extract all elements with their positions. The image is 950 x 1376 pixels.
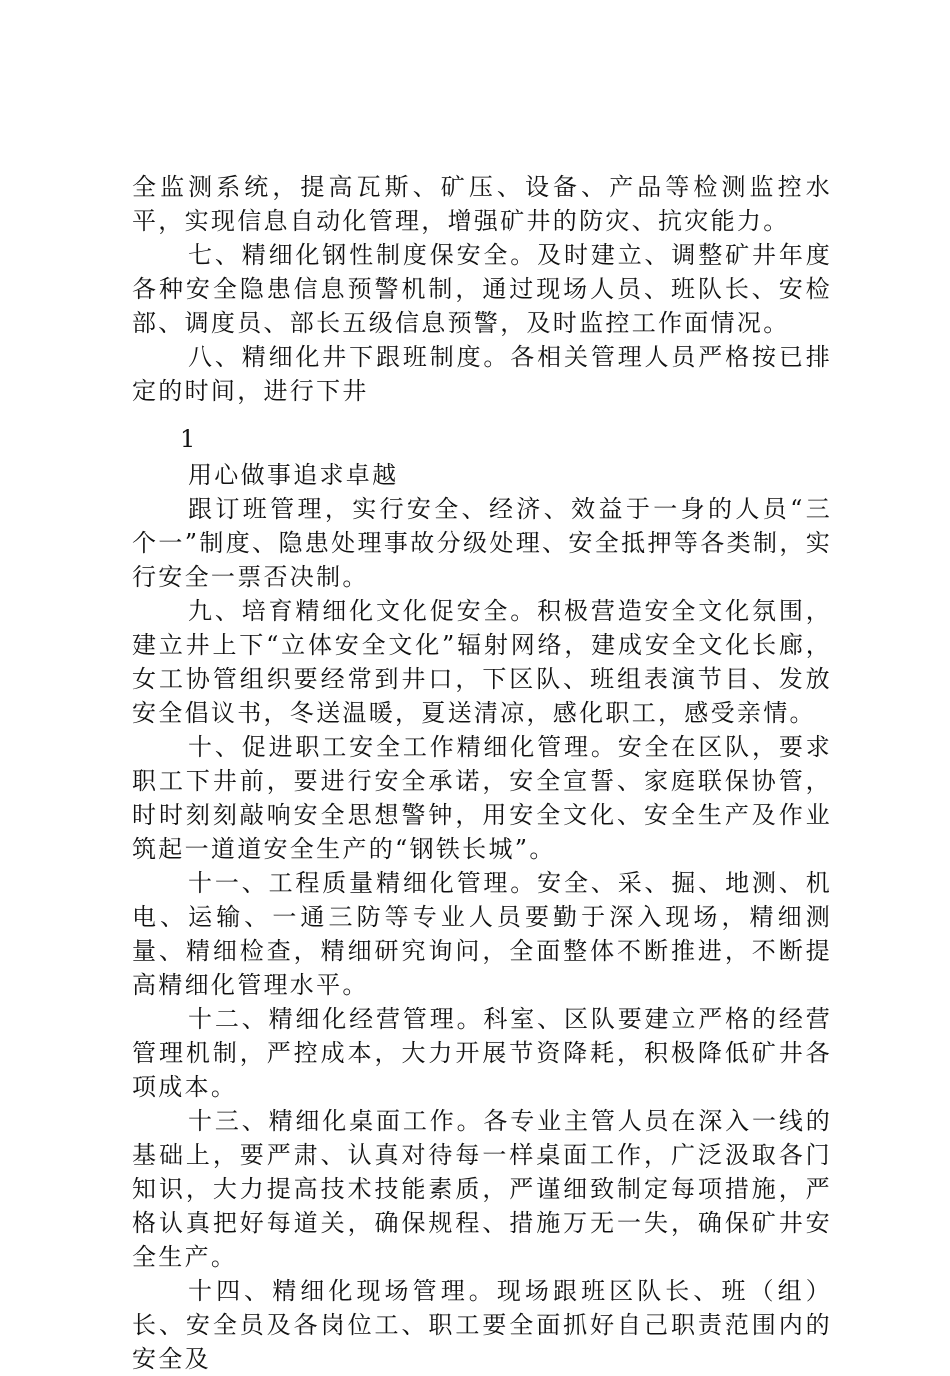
paragraph-item-12: 十二、精细化经营管理。科室、区队要建立严格的经营管理机制，严控成本，大力开展节资降耗，积极降低矿井各项成本。 (132, 1005, 832, 1101)
document-body (132, 170, 832, 1376)
paragraph-item-10: 十、促进职工安全工作精细化管理。安全在区队，要求职工下井前，要进行安全承诺，安全宣誓、家庭联保协管，时时刻刻敲响安全思想警钟，用安全文化、安全生产及作业筑起一道道安全生产的“钢铁长城”。 (132, 733, 832, 863)
page-number: 1 (180, 425, 196, 453)
paragraph-item-11: 十一、工程质量精细化管理。安全、采、掘、地测、机电、运输、一通三防等专业人员要勤于深入现场，精细测量、精细检查，精细研究询问，全面整体不断推进，不断提高精细化管理水平。 (132, 869, 832, 999)
paragraph-item-8-continued: 跟订班管理，实行安全、经济、效益于一身的人员“三个一”制度、隐患处理事故分级处理、安全抵押等各类制，实行安全一票否决制。 (132, 495, 832, 591)
paragraph-item-14: 十四、精细化现场管理。现场跟班区队长、班（组）长、安全员及各岗位工、职工要全面抓好自己职责范围内的安全及 (132, 1277, 832, 1373)
paragraph-item-8: 八、精细化井下跟班制度。各相关管理人员严格按已排定的时间，进行下井 (132, 343, 832, 405)
paragraph-continuation: 全监测系统，提高瓦斯、矿压、设备、产品等检测监控水平，实现信息自动化管理，增强矿井的防灾、抗灾能力。 (132, 173, 832, 235)
paragraph-item-13: 十三、精细化桌面工作。各专业主管人员在深入一线的基础上，要严肃、认真对待每一样桌面工作，广泛汲取各门知识，大力提高技术技能素质，严谨细致制定每项措施，严格认真把好每道关，确保规程、措施万无一失，确保矿井安全生产。 (132, 1107, 832, 1271)
paragraph-item-7: 七、精细化钢性制度保安全。及时建立、调整矿井年度各种安全隐患信息预警机制，通过现场人员、班队长、安检部、调度员、部长五级信息预警，及时监控工作面情况。 (132, 241, 832, 337)
paragraph-item-9: 九、培育精细化文化促安全。积极营造安全文化氛围，建立井上下“立体安全文化”辐射网络，建成安全文化长廊，女工协管组织要经常到井口，下区队、班组表演节目、发放安全倡议书，冬送温暖，夏送清凉，感化职工，感受亲情。 (132, 597, 832, 727)
header-slogan: 用心做事追求卓越 (188, 461, 399, 489)
